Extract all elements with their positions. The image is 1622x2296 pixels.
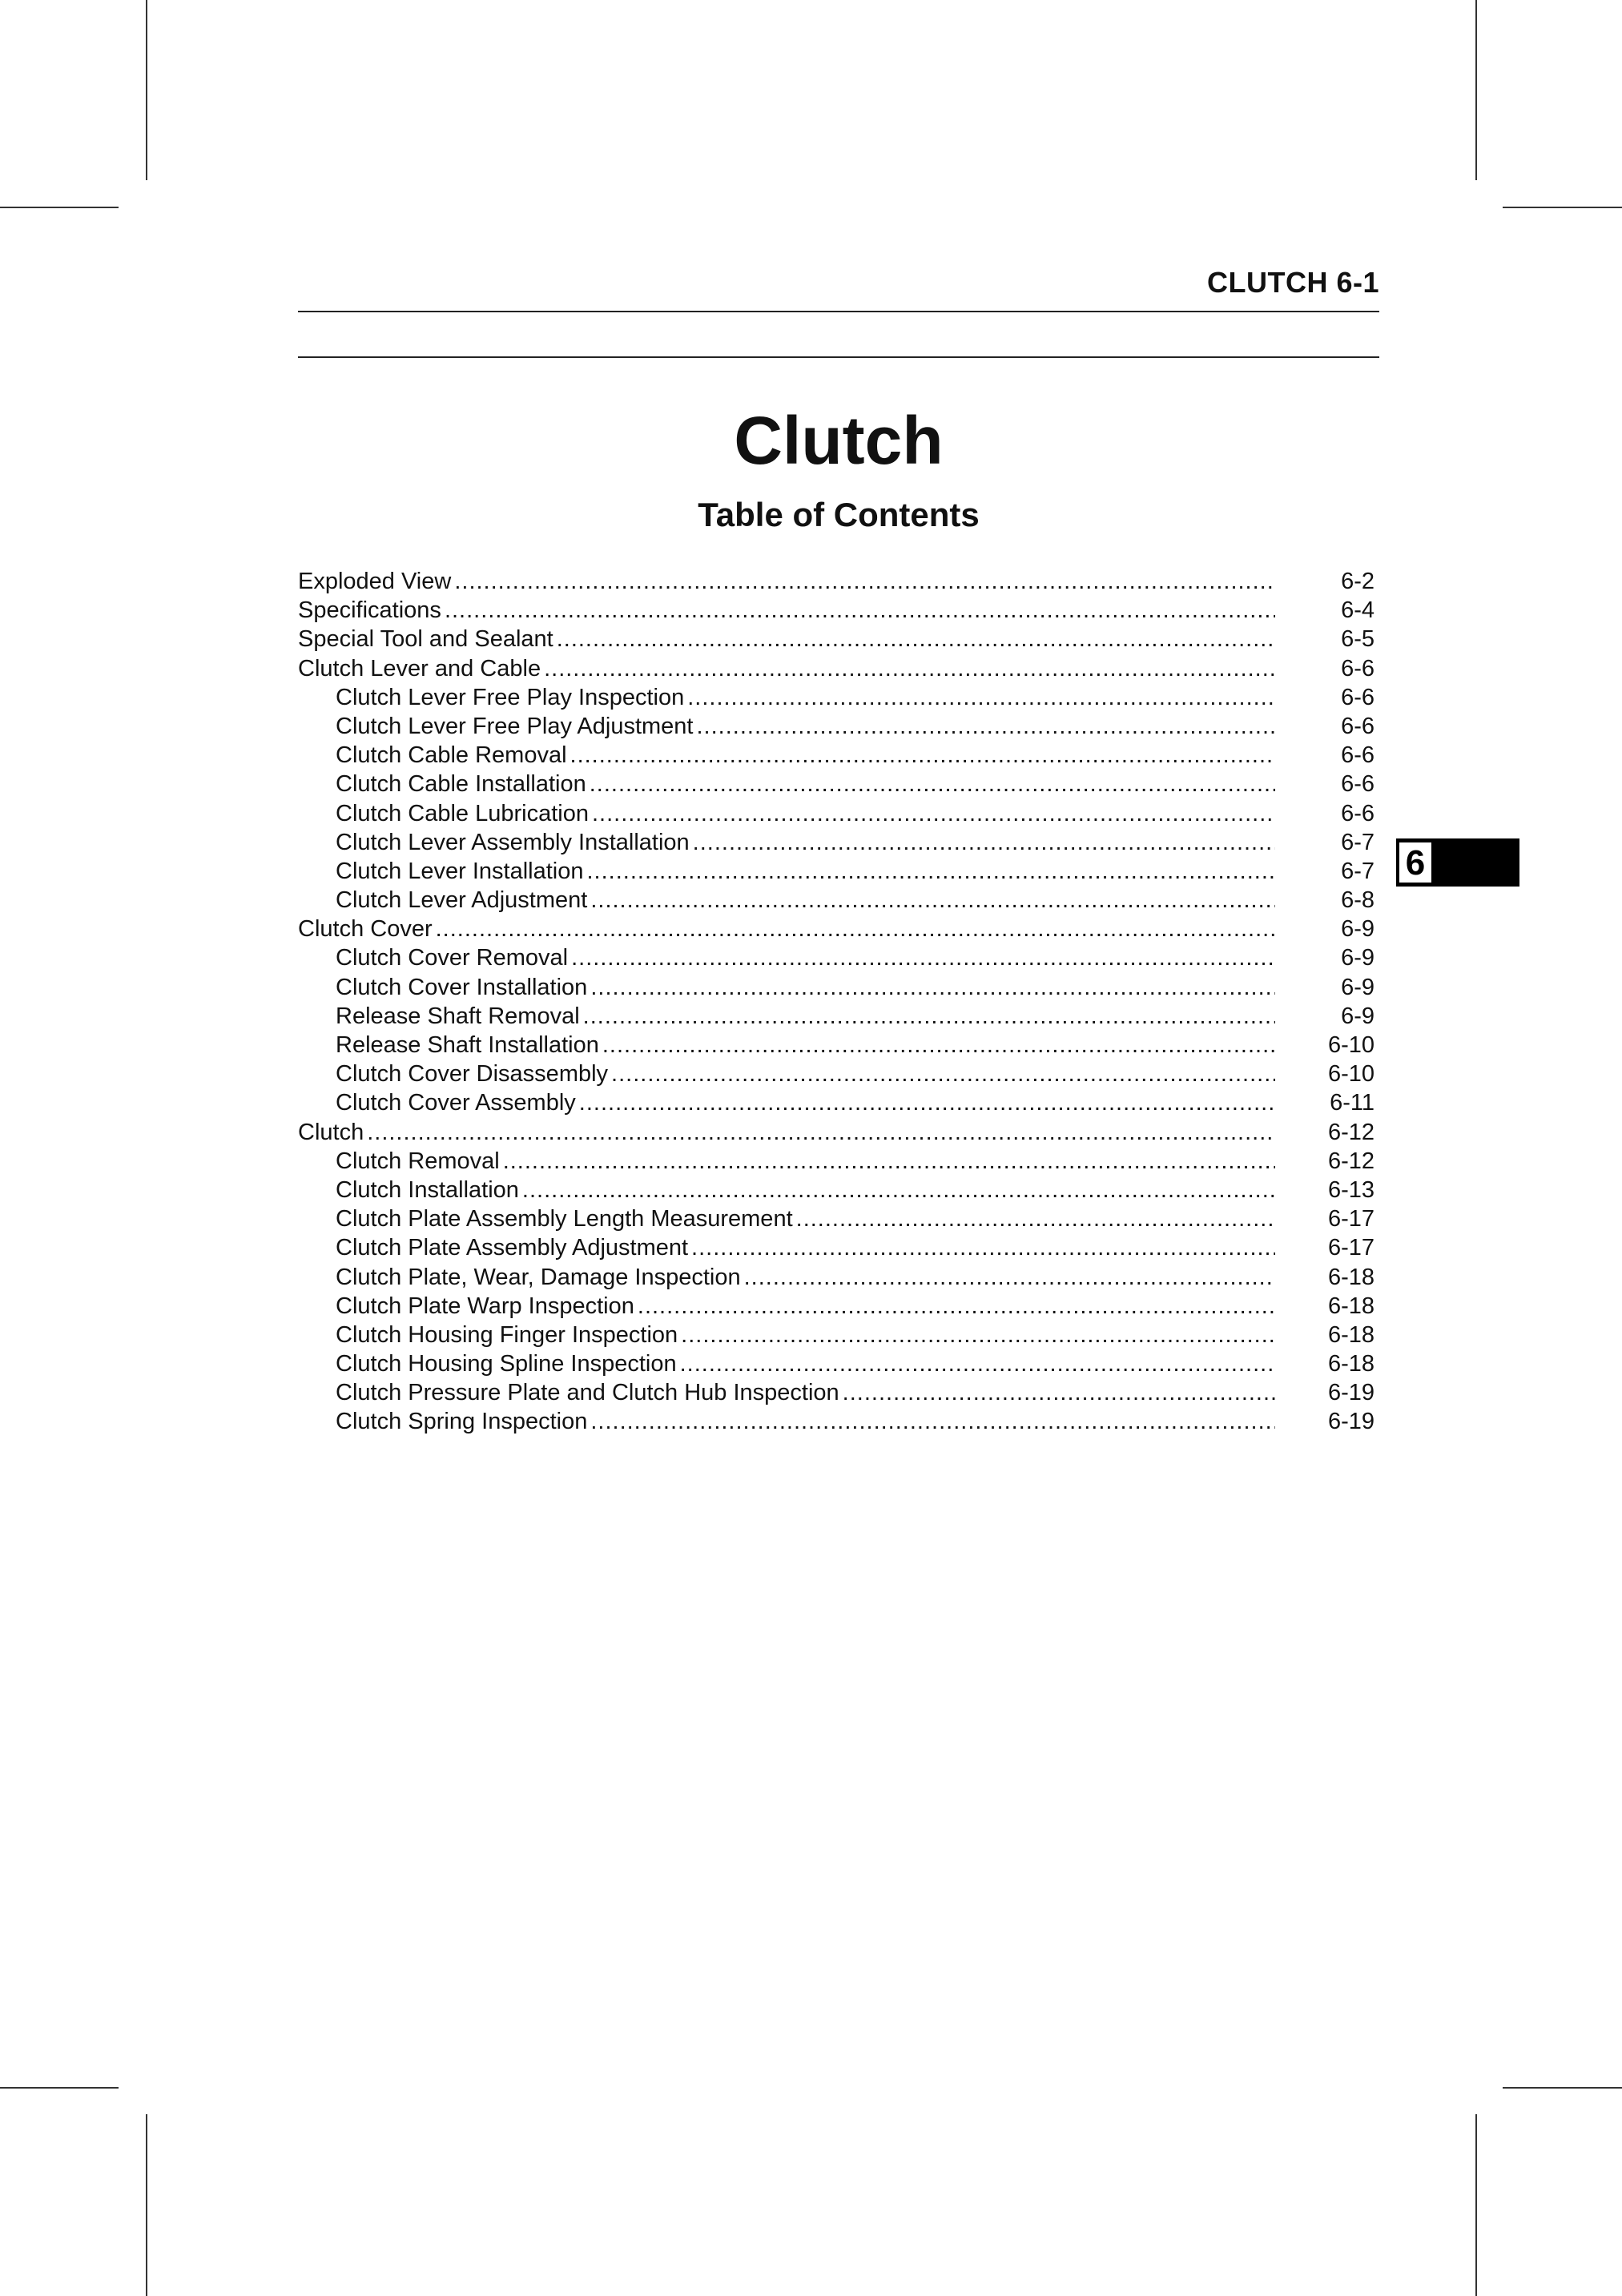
toc-subentry[interactable]: [298, 886, 1374, 915]
toc-subentry[interactable]: [298, 799, 1374, 828]
table-of-contents: [298, 567, 1374, 1437]
toc-entry-label: Clutch Removal: [336, 1148, 500, 1174]
toc-entry-page: 6-18: [1327, 1293, 1374, 1319]
toc-entry-label: Clutch: [298, 1119, 364, 1145]
crop-mark: [146, 0, 147, 180]
toc-entry-label: Clutch Cable Lubrication: [336, 800, 589, 826]
toc-leader-dots: [611, 1060, 1275, 1088]
toc-entry-label: Exploded View: [298, 569, 452, 594]
toc-leader-dots: [503, 1147, 1275, 1176]
toc-entry-page: 6-19: [1327, 1409, 1374, 1435]
toc-entry-label: Release Shaft Removal: [336, 1003, 580, 1029]
toc-entry-page: 6-5: [1341, 626, 1374, 653]
toc-entry-label: Clutch Cover Removal: [336, 945, 569, 971]
toc-entry-label: Clutch Plate Assembly Adjustment: [336, 1235, 689, 1261]
toc-entry-label: Clutch Spring Inspection: [336, 1409, 588, 1435]
toc-entry-page: 6-9: [1341, 1003, 1374, 1029]
toc-leader-dots: [522, 1176, 1275, 1204]
toc-entry-page: 6-6: [1341, 713, 1374, 739]
crop-mark: [1475, 2114, 1477, 2296]
toc-leader-dots: [445, 596, 1275, 625]
toc-leader-dots: [367, 1118, 1275, 1147]
toc-subentry[interactable]: [298, 1321, 1374, 1349]
toc-subentry[interactable]: [298, 1176, 1374, 1204]
toc-entry[interactable]: [298, 596, 1374, 625]
toc-entry[interactable]: [298, 567, 1374, 596]
toc-leader-dots: [691, 1233, 1275, 1262]
toc-entry-page: 6-17: [1327, 1206, 1374, 1232]
section-rule: [298, 356, 1379, 358]
toc-entry-label: Clutch Lever and Cable: [298, 655, 541, 682]
toc-entry-label: Specifications: [298, 597, 441, 624]
toc-leader-dots: [579, 1088, 1275, 1117]
chapter-tab: [1396, 838, 1519, 887]
header-rule: [298, 311, 1379, 312]
crop-mark: [146, 2114, 147, 2296]
toc-entry-page: 6-6: [1341, 684, 1374, 710]
toc-leader-dots: [744, 1263, 1275, 1292]
toc-entry-label: Clutch Lever Free Play Adjustment: [336, 713, 694, 739]
toc-entry-label: Clutch Lever Assembly Installation: [336, 829, 690, 855]
toc-subentry[interactable]: [298, 1031, 1374, 1060]
toc-entry-page: 6-18: [1327, 1321, 1374, 1348]
toc-entry-page: 6-17: [1327, 1235, 1374, 1261]
toc-leader-dots: [544, 654, 1275, 683]
toc-entry-page: 6-19: [1327, 1380, 1374, 1406]
toc-subentry[interactable]: [298, 943, 1374, 972]
toc-entry-page: 6-9: [1341, 916, 1374, 943]
toc-entry-label: Clutch Cable Installation: [336, 771, 586, 798]
toc-leader-dots: [687, 683, 1275, 712]
crop-mark: [0, 2087, 119, 2089]
toc-subentry[interactable]: [298, 973, 1374, 1002]
toc-entry-label: Clutch Cover Installation: [336, 974, 588, 1000]
toc-leader-dots: [796, 1204, 1275, 1233]
toc-entry-page: 6-18: [1327, 1351, 1374, 1377]
toc-subentry[interactable]: [298, 1060, 1374, 1088]
toc-leader-dots: [590, 973, 1275, 1002]
toc-entry-page: 6-6: [1341, 771, 1374, 798]
toc-subentry[interactable]: [298, 712, 1374, 741]
toc-leader-dots: [681, 1321, 1275, 1349]
toc-entry-page: 6-10: [1327, 1032, 1374, 1058]
toc-entry-page: 6-7: [1341, 858, 1374, 884]
toc-title: Table of Contents: [698, 496, 980, 533]
toc-leader-dots: [843, 1378, 1275, 1407]
toc-subentry[interactable]: [298, 1204, 1374, 1233]
toc-leader-dots: [587, 857, 1276, 886]
chapter-title: Clutch: [734, 403, 944, 478]
toc-entry-label: Clutch Cover Assembly: [336, 1090, 576, 1116]
toc-entry[interactable]: [298, 625, 1374, 653]
toc-subentry[interactable]: [298, 1147, 1374, 1176]
toc-entry-label: Clutch Housing Spline Inspection: [336, 1351, 677, 1377]
toc-leader-dots: [602, 1031, 1275, 1060]
toc-entry-label: Clutch Pressure Plate and Clutch Hub Inspection: [336, 1380, 839, 1406]
toc-entry-page: 6-6: [1341, 800, 1374, 826]
toc-entry-label: Clutch Cable Removal: [336, 742, 567, 769]
toc-entry-page: 6-7: [1341, 829, 1374, 855]
toc-entry[interactable]: [298, 1118, 1374, 1147]
toc-entry-page: 6-10: [1327, 1061, 1374, 1088]
toc-entry-label: Clutch Plate Assembly Length Measurement: [336, 1206, 793, 1232]
toc-entry-label: Clutch Cover Disassembly: [336, 1061, 609, 1088]
toc-leader-dots: [592, 799, 1275, 828]
toc-leader-dots: [436, 915, 1275, 943]
toc-entry-page: 6-12: [1327, 1148, 1374, 1174]
toc-subentry[interactable]: [298, 1002, 1374, 1031]
toc-leader-dots: [590, 1407, 1275, 1436]
toc-leader-dots: [583, 1002, 1275, 1031]
crop-mark: [1503, 2087, 1622, 2089]
toc-entry-page: 6-9: [1341, 974, 1374, 1000]
toc-leader-dots: [590, 886, 1275, 915]
toc-leader-dots: [696, 712, 1275, 741]
toc-subentry[interactable]: [298, 741, 1374, 770]
toc-subentry[interactable]: [298, 1233, 1374, 1262]
toc-entry-label: Special Tool and Sealant: [298, 626, 553, 653]
toc-subentry[interactable]: [298, 828, 1374, 857]
toc-leader-dots: [557, 625, 1275, 653]
crop-mark: [1503, 207, 1622, 208]
toc-subentry[interactable]: [298, 1292, 1374, 1321]
toc-entry-label: Clutch Plate, Wear, Damage Inspection: [336, 1264, 741, 1290]
toc-entry-label: Clutch Lever Adjustment: [336, 887, 588, 914]
toc-subentry[interactable]: [298, 1263, 1374, 1292]
toc-entry-page: 6-8: [1341, 887, 1374, 914]
running-header: CLUTCH 6-1: [1206, 266, 1379, 299]
crop-mark: [0, 207, 119, 208]
toc-entry-label: Clutch Lever Installation: [336, 858, 584, 884]
toc-entry-page: 6-13: [1327, 1176, 1374, 1203]
chapter-tab-number: 6: [1399, 842, 1431, 883]
toc-entry-label: Clutch Lever Free Play Inspection: [336, 684, 685, 710]
toc-entry-label: Clutch Installation: [336, 1176, 519, 1203]
toc-entry-page: 6-18: [1327, 1264, 1374, 1290]
toc-subentry[interactable]: [298, 1349, 1374, 1378]
toc-subentry[interactable]: [298, 857, 1374, 886]
toc-subentry[interactable]: [298, 1378, 1374, 1407]
toc-entry-page: 6-2: [1341, 569, 1374, 594]
toc-subentry[interactable]: [298, 1407, 1374, 1436]
toc-leader-dots: [571, 943, 1275, 972]
toc-entry-page: 6-6: [1341, 655, 1374, 682]
toc-leader-dots: [680, 1349, 1275, 1378]
toc-leader-dots: [590, 770, 1275, 798]
toc-entry-label: Clutch Cover: [298, 916, 433, 943]
toc-leader-dots: [693, 828, 1275, 857]
toc-leader-dots: [454, 567, 1275, 596]
toc-entry-label: Clutch Plate Warp Inspection: [336, 1293, 634, 1319]
toc-subentry[interactable]: [298, 683, 1374, 712]
toc-leader-dots: [638, 1292, 1275, 1321]
toc-entry-label: Clutch Housing Finger Inspection: [336, 1321, 678, 1348]
toc-entry-page: 6-12: [1327, 1119, 1374, 1145]
toc-leader-dots: [570, 741, 1275, 770]
crop-mark: [1475, 0, 1477, 180]
toc-entry[interactable]: [298, 915, 1374, 943]
toc-entry[interactable]: [298, 654, 1374, 683]
toc-subentry[interactable]: [298, 770, 1374, 798]
toc-subentry[interactable]: [298, 1088, 1374, 1117]
toc-entry-label: Release Shaft Installation: [336, 1032, 599, 1058]
toc-entry-page: 6-4: [1341, 597, 1374, 624]
toc-entry-page: 6-11: [1330, 1090, 1374, 1116]
toc-entry-page: 6-6: [1341, 742, 1374, 769]
toc-entry-page: 6-9: [1341, 945, 1374, 971]
